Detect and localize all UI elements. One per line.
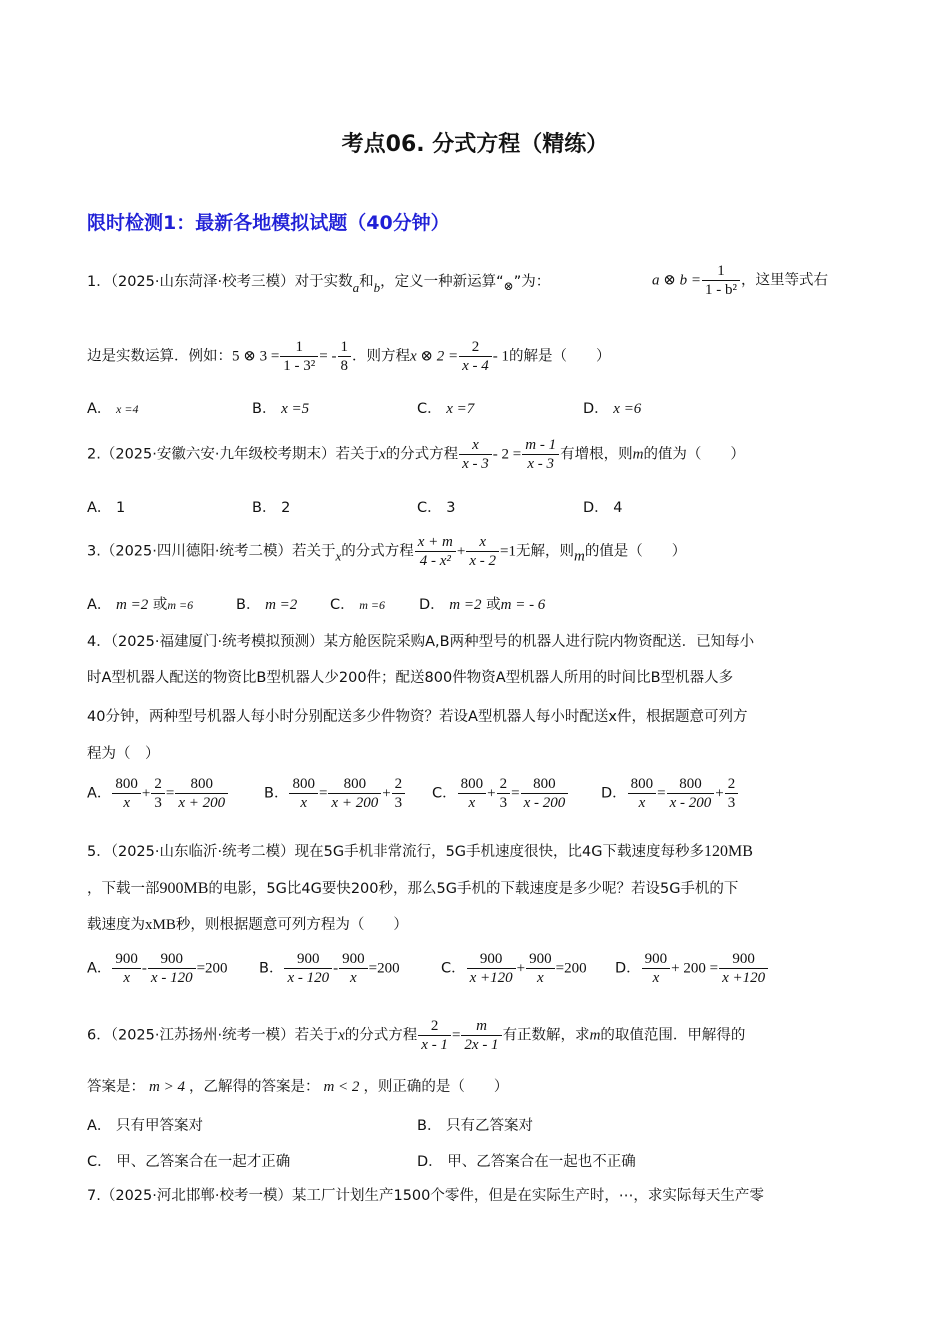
option-value: 1	[116, 500, 126, 516]
frac-num: 900	[526, 950, 555, 969]
frac-num: 800	[521, 775, 569, 794]
tail: =200	[368, 960, 400, 977]
q1-def-den: 1 - b²	[704, 282, 737, 298]
question-7	[87, 1185, 764, 1207]
q5-text-line-3b: 秒，则根据题意可列方程为（ ）	[175, 917, 408, 933]
q3-plus: +	[456, 543, 466, 560]
q6-f1-den: x - 1	[421, 1037, 448, 1053]
q1-equation-fraction	[459, 338, 492, 375]
q4-option-c[interactable]	[432, 775, 569, 812]
q1-option-c[interactable]	[417, 397, 474, 418]
option-label: C．	[417, 500, 442, 516]
q6-var-m: m	[589, 1027, 601, 1044]
frac-den: x	[123, 795, 130, 811]
q1-ex-num2: 1	[338, 338, 352, 357]
q6-text-d: 的取值范围．甲解得的	[600, 1027, 746, 1044]
frac-den: x	[350, 970, 357, 986]
op: -	[333, 960, 339, 977]
q1-text-as: ”为：	[513, 274, 551, 290]
q1-text-define: ，定义一种新运算“	[380, 274, 504, 290]
frac-num: 800	[328, 775, 381, 794]
q3-option-d[interactable]	[419, 593, 545, 614]
option-value: m =2	[265, 597, 298, 613]
option-value: m =2	[116, 597, 149, 613]
q1-example-lhs: 5 ⊗ 3 =	[232, 348, 280, 365]
q5-text-line-2b: 的电影，5G比4G要快200秒，那么5G手机的下载速度是多少呢？若设5G手机的下	[208, 881, 739, 897]
frac-num: 2	[725, 775, 739, 794]
q2-var-m: m	[632, 446, 644, 463]
q2-f2-num: m - 1	[522, 436, 559, 455]
q4-number: 4．	[87, 634, 111, 650]
frac-num: 800	[112, 775, 141, 794]
eq: =	[165, 785, 175, 802]
q6-text: 若关于	[294, 1027, 339, 1044]
frac-num: 800	[458, 775, 487, 794]
question-3	[87, 533, 686, 570]
q1-var-a: a	[352, 280, 360, 295]
frac-num: 800	[667, 775, 715, 794]
q6-f2-den: 2x - 1	[464, 1037, 499, 1053]
q5-option-b[interactable]	[259, 950, 400, 987]
option-label: D．	[583, 401, 609, 417]
q3-text-c: 无解，则	[515, 543, 574, 560]
q4-option-a[interactable]	[87, 775, 229, 812]
option-value: 3	[446, 500, 456, 516]
option-label: D．	[601, 785, 627, 802]
question-4-line-3: 40分钟，两种型号机器人每小时分别配送多少件物资？若设A型机器人每小时配送x件，根据题意可列方	[87, 709, 748, 725]
q6-fraction-2	[461, 1017, 501, 1054]
eq: =	[511, 785, 520, 802]
q4-text-line-1: 某方舱医院采购A,B两种型号的机器人进行院内物资配送．已知每小	[323, 634, 755, 650]
op: +	[715, 785, 724, 802]
option-value: 4	[613, 500, 623, 516]
q1-equation-tail: - 1	[492, 348, 510, 365]
q3-fraction-2	[466, 533, 499, 570]
q5-math-900mb: 900MB	[159, 880, 209, 897]
q1-text-end: 的解是（ ）	[509, 348, 611, 365]
q6-text-line-2c: ，则正确的是（ ）	[363, 1079, 509, 1095]
q6-f1-num: 2	[418, 1017, 451, 1036]
frac-num: 2	[392, 775, 406, 794]
option-label: B．	[236, 597, 261, 613]
option-label: A．	[87, 401, 112, 417]
q1-number: 1．	[87, 274, 111, 290]
q6-eq: =	[451, 1027, 461, 1044]
q1-example-fraction-2	[338, 338, 352, 375]
q1-ex-den2: 8	[340, 358, 348, 374]
option-or: 或	[152, 597, 168, 613]
option-or: 或	[486, 597, 501, 613]
q3-text-d: 的值是（ ）	[584, 543, 687, 560]
q1-eq-num: 2	[459, 338, 492, 357]
option-value-2: m =6	[167, 598, 194, 612]
q3-option-a[interactable]	[87, 593, 193, 614]
q1-text-right: ，这里等式右	[740, 272, 828, 289]
q5-option-d[interactable]	[615, 950, 769, 987]
q6-source: （2025·江苏扬州·统考一模）	[110, 1027, 295, 1044]
q3-f2-den: x - 2	[469, 553, 496, 569]
option-value: m =6	[359, 598, 385, 612]
q3-var-m: m	[573, 548, 585, 565]
q5-text-line-1: 现在5G手机非常流行，5G手机速度很快，比4G下载速度每秒多	[294, 844, 704, 860]
q1-example-fraction	[280, 338, 318, 375]
frac-num: 800	[175, 775, 228, 794]
q2-option-a[interactable]	[87, 496, 125, 517]
eq: =	[318, 785, 328, 802]
option-label: B．	[264, 785, 289, 802]
option-label: C．	[87, 1154, 112, 1170]
q1-definition	[652, 262, 828, 299]
q2-number: 2.	[87, 446, 101, 463]
option-label: A．	[87, 500, 112, 516]
option-value: x =7	[446, 401, 475, 417]
q1-text-then: ．则方程	[352, 348, 410, 365]
frac-num: 800	[628, 775, 657, 794]
question-1-line-2	[87, 338, 611, 375]
frac-den: 3	[499, 795, 508, 811]
q1-def-lhs: a ⊗ b =	[652, 272, 701, 289]
section-heading: 限时检测1：最新各地模拟试题（40分钟）	[87, 212, 450, 234]
q1-text: 对于实数	[294, 274, 353, 290]
q2-option-d[interactable]	[583, 496, 623, 517]
q1-option-b[interactable]	[252, 397, 309, 418]
q1-ex-den: 1 - 3²	[283, 358, 316, 374]
q5-text-line-2a: ，下载一部	[87, 881, 160, 897]
q1-ex-num: 1	[280, 338, 318, 357]
tail: =200	[196, 960, 228, 977]
option-value: m =2	[449, 597, 482, 613]
option-label: A．	[87, 785, 112, 802]
frac-den: x	[123, 970, 130, 986]
tail: =200	[555, 960, 587, 977]
q6-text-line-2b: ，乙解得的答案是：	[188, 1079, 320, 1095]
frac-num: 900	[284, 950, 332, 969]
frac-den: 3	[727, 795, 736, 811]
question-2	[87, 436, 745, 473]
q6-text-line-2a: 答案是：	[87, 1079, 145, 1095]
q6-math-b: m < 2	[323, 1079, 360, 1095]
op: +	[516, 960, 526, 977]
q4-source: （2025·福建厦门·统考模拟预测）	[110, 634, 324, 650]
frac-den: x + 200	[331, 795, 379, 811]
option-value: 甲、乙答案合在一起也不正确	[447, 1154, 636, 1170]
q6-f2-num: m	[461, 1017, 501, 1036]
page-title: 考点06. 分式方程（精练）	[341, 132, 609, 157]
q6-number: 6．	[87, 1027, 111, 1044]
option-label: D．	[583, 500, 609, 516]
q6-option-a[interactable]	[87, 1114, 203, 1135]
q6-fraction-1	[418, 1017, 451, 1054]
q2-mid: - 2 =	[492, 446, 522, 463]
option-label: D．	[419, 597, 445, 613]
q2-option-c[interactable]	[417, 496, 455, 517]
q1-source: （2025·山东菏泽·校考三模）	[110, 274, 295, 290]
question-5-line-3	[87, 914, 408, 936]
q3-eq: =1	[500, 543, 516, 560]
frac-num: 900	[112, 950, 141, 969]
option-label: C．	[432, 785, 457, 802]
q7-text: 某工厂计划生产1500个零件，但是在实际生产时，⋯，求实际每天生产零	[291, 1188, 764, 1204]
option-label: C．	[417, 401, 442, 417]
frac-num: 900	[719, 950, 768, 969]
op: +	[382, 785, 391, 802]
q6-var-x: x	[338, 1027, 345, 1044]
op: + 200 =	[671, 960, 719, 977]
question-5-line-1	[87, 841, 753, 863]
option-label: D．	[615, 960, 641, 977]
q3-number: 3.	[87, 543, 101, 560]
option-value: 甲、乙答案合在一起才正确	[116, 1154, 291, 1170]
q7-source: （2025·河北邯郸·校考一模）	[100, 1188, 292, 1204]
q1-equation-lhs: x ⊗ 2 =	[410, 348, 459, 365]
eq: =	[657, 785, 666, 802]
option-label: A．	[87, 1118, 112, 1134]
q3-f1-den: 4 - x²	[419, 553, 451, 569]
frac-num: 800	[289, 775, 318, 794]
q5-option-a[interactable]	[87, 950, 228, 987]
frac-num: 2	[151, 775, 165, 794]
question-4-line-2: 时A型机器人配送的物资比B型机器人少200件；配送800件物资A型机器人所用的时间比B型机器人多	[87, 670, 734, 686]
q2-fraction-1	[459, 436, 492, 473]
q1-option-d[interactable]	[583, 397, 641, 418]
q1-operator: ⊗	[503, 279, 514, 293]
q5-number: 5．	[87, 844, 111, 860]
option-label: A．	[87, 597, 112, 613]
question-4-line-4: 程为（ ）	[87, 746, 160, 762]
q2-fraction-2	[522, 436, 559, 473]
q6-text-b: 的分式方程	[344, 1027, 418, 1044]
frac-den: x - 120	[287, 970, 330, 986]
q7-number: 7.	[87, 1188, 101, 1204]
q1-text-line2: 边是实数运算．例如：	[87, 348, 232, 365]
q1-text-and: 和	[359, 274, 374, 290]
q3-text-b: 的分式方程	[341, 543, 414, 560]
option-label: B．	[417, 1118, 442, 1134]
q5-math-xmb: xMB	[145, 917, 176, 933]
q2-text: 若关于	[335, 446, 379, 463]
frac-num: 900	[148, 950, 196, 969]
option-value: x =5	[281, 401, 310, 417]
question-1-line-1	[87, 271, 550, 299]
frac-den: x	[652, 970, 660, 986]
q4-option-d[interactable]	[601, 775, 739, 812]
option-value: 只有乙答案对	[446, 1118, 534, 1134]
q3-fraction-1	[415, 533, 456, 570]
option-label: C．	[441, 960, 466, 977]
q4-option-b[interactable]	[264, 775, 406, 812]
q5-source: （2025·山东临沂·统考二模）	[110, 844, 295, 860]
q1-var-b: b	[373, 280, 381, 295]
q2-text-b: 的分式方程	[385, 446, 459, 463]
frac-den: x - 200	[523, 795, 566, 811]
op: -	[141, 960, 147, 977]
op: +	[487, 785, 496, 802]
option-label: B．	[252, 500, 277, 516]
q5-text-line-3a: 载速度为	[87, 917, 145, 933]
q2-var-x: x	[378, 446, 386, 463]
frac-den: x	[468, 795, 476, 811]
option-label: A．	[87, 960, 112, 977]
q3-f1-num: x + m	[415, 533, 456, 552]
q3-source: （2025·四川德阳·统考二模）	[100, 543, 292, 560]
q5-option-c[interactable]	[441, 950, 587, 987]
frac-den: x +120	[722, 970, 766, 986]
q2-option-b[interactable]	[252, 496, 290, 517]
q1-def-fraction	[702, 262, 740, 299]
option-value: x =6	[613, 401, 642, 417]
frac-num: 900	[642, 950, 671, 969]
q3-f2-num: x	[466, 533, 499, 552]
option-value: 只有甲答案对	[116, 1118, 204, 1134]
q6-option-b[interactable]	[417, 1114, 533, 1135]
q2-text-d: 的值为（ ）	[643, 446, 745, 463]
question-5-line-2	[87, 878, 738, 900]
op: +	[141, 785, 151, 802]
q3-text: 若关于	[291, 543, 336, 560]
frac-den: x	[537, 970, 544, 986]
q6-option-c[interactable]	[87, 1150, 290, 1171]
frac-den: x +120	[469, 970, 513, 986]
option-label: C．	[330, 597, 355, 613]
frac-num: 900	[339, 950, 368, 969]
question-6-line-1	[87, 1017, 745, 1054]
q5-math-120mb: 120MB	[704, 843, 753, 860]
q6-math-a: m > 4	[149, 1079, 185, 1095]
option-value: x =4	[116, 402, 139, 416]
option-value: 2	[281, 500, 291, 516]
option-label: B．	[252, 401, 277, 417]
q1-eq-den: x - 4	[462, 358, 489, 374]
q3-option-c[interactable]	[330, 593, 385, 614]
frac-den: x - 120	[150, 970, 193, 986]
q2-source: （2025·安徽六安·九年级校考期末）	[100, 446, 336, 463]
q6-option-d[interactable]	[417, 1150, 636, 1171]
q2-f1-den: x - 3	[462, 456, 489, 472]
frac-den: 3	[394, 795, 403, 811]
q1-example-mid: = -	[319, 348, 337, 365]
frac-den: 3	[154, 795, 162, 811]
question-4-line-1	[87, 631, 754, 653]
frac-den: x	[638, 795, 646, 811]
q3-var-x: x	[335, 548, 342, 564]
frac-num: 2	[497, 775, 511, 794]
q2-text-c: 有增根，则	[560, 446, 633, 463]
q6-text-c: 有正数解，求	[502, 1027, 590, 1044]
option-label: B．	[259, 960, 284, 977]
option-value-2: m = - 6	[500, 597, 546, 613]
q3-option-b[interactable]	[236, 593, 297, 614]
q1-option-a[interactable]	[87, 397, 138, 418]
q1-def-num: 1	[702, 262, 740, 281]
option-label: D．	[417, 1154, 443, 1170]
frac-den: x - 200	[669, 795, 712, 811]
frac-num: 900	[467, 950, 516, 969]
q2-f2-den: x - 3	[527, 456, 554, 472]
question-6-line-2	[87, 1076, 508, 1098]
frac-den: x	[300, 795, 308, 811]
q2-f1-num: x	[459, 436, 492, 455]
frac-den: x + 200	[178, 795, 226, 811]
